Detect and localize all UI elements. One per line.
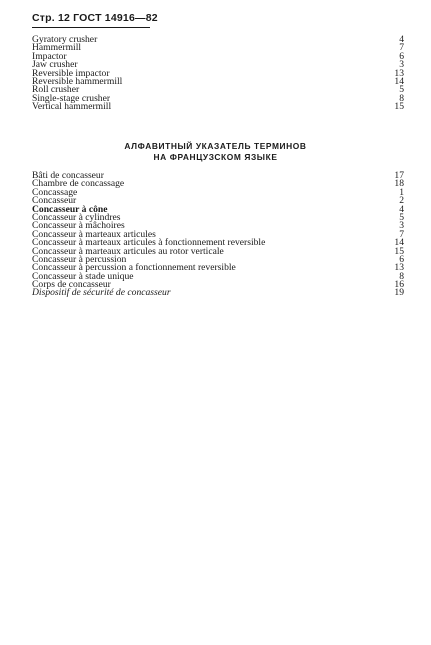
term-number: 3: [399, 59, 404, 71]
term-text: Reversible hammermill: [32, 75, 123, 87]
term-text: Chambre de concassage: [32, 178, 125, 190]
list-item: [32, 44, 404, 52]
term-text: Hammermill: [32, 42, 82, 54]
english-terms-list: [32, 36, 404, 112]
term-number: 13: [394, 67, 404, 79]
term-number: 6: [399, 50, 404, 62]
term-number: 13: [394, 262, 404, 274]
term-number: 18: [394, 178, 404, 190]
term-number: 14: [394, 75, 404, 87]
term-number: 6: [399, 253, 404, 265]
term-text: Vertical hammermill: [32, 101, 112, 113]
term-number: 4: [399, 34, 404, 45]
term-number: 19: [394, 287, 404, 299]
term-text: Single-stage crusher: [32, 92, 111, 104]
term-number: 5: [399, 84, 404, 96]
page-header-text: Стр. 12 ГОСТ 14916—82: [32, 12, 158, 24]
term-text: Concasseur à cylindres: [32, 211, 121, 223]
term-number: 7: [399, 228, 404, 240]
term-number: 1: [399, 186, 404, 198]
term-text: Concasseur à mâchoires: [32, 220, 125, 232]
term-number: 17: [394, 170, 404, 181]
term-text: Dispositif de sécurité de concasseur: [32, 287, 171, 299]
term-text: Corps de concasseur: [32, 279, 111, 291]
term-text: Concasseur: [32, 195, 77, 207]
term-number: 2: [399, 195, 404, 207]
term-number: 8: [399, 270, 404, 282]
header-rule: [32, 27, 150, 28]
term-text: Jaw crusher: [32, 59, 78, 71]
term-number: 8: [399, 92, 404, 104]
term-text: Concasseur à percussion: [32, 253, 127, 265]
term-text: Concasseur à marteaux articules au rotor verticale: [32, 245, 224, 257]
term-number: 15: [394, 245, 404, 257]
term-number: 15: [394, 101, 404, 113]
term-number: 16: [394, 279, 404, 291]
term-number: 14: [394, 237, 404, 249]
list-item: [32, 186, 404, 198]
list-item: [32, 75, 404, 87]
section-title-line1: АЛФАВИТНЫЙ УКАЗАТЕЛЬ ТЕРМИНОВ: [124, 141, 307, 151]
term-number: 5: [399, 211, 404, 223]
term-text: Bâti de concasseur: [32, 170, 104, 181]
french-terms-list: [32, 172, 404, 298]
term-text: Reversible impactor: [32, 67, 110, 79]
term-text: Concasseur à marteaux articules: [32, 228, 156, 240]
list-item: [32, 180, 404, 188]
term-text: Concassage: [32, 186, 78, 198]
term-text: Impactor: [32, 50, 67, 62]
section-title-line2: НА ФРАНЦУЗСКОМ ЯЗЫКЕ: [153, 152, 278, 162]
term-number: 7: [399, 42, 404, 54]
term-number: 3: [399, 220, 404, 232]
term-text: Roll crusher: [32, 84, 80, 96]
term-text: Concasseur à percussion a fonctionnement reversible: [32, 262, 236, 274]
page-header: [32, 12, 158, 24]
term-text: Gyratory crusher: [32, 34, 98, 45]
term-text: Concasseur à stade unique: [32, 270, 134, 282]
list-item: [32, 103, 404, 111]
list-item: [32, 36, 404, 44]
term-text: Concasseur à marteaux articules à fonctionnement reversible: [32, 237, 266, 249]
term-text: Concasseur à cône: [32, 203, 108, 215]
list-item: [32, 50, 404, 62]
term-number: 4: [399, 203, 404, 215]
list-item: [32, 289, 404, 297]
